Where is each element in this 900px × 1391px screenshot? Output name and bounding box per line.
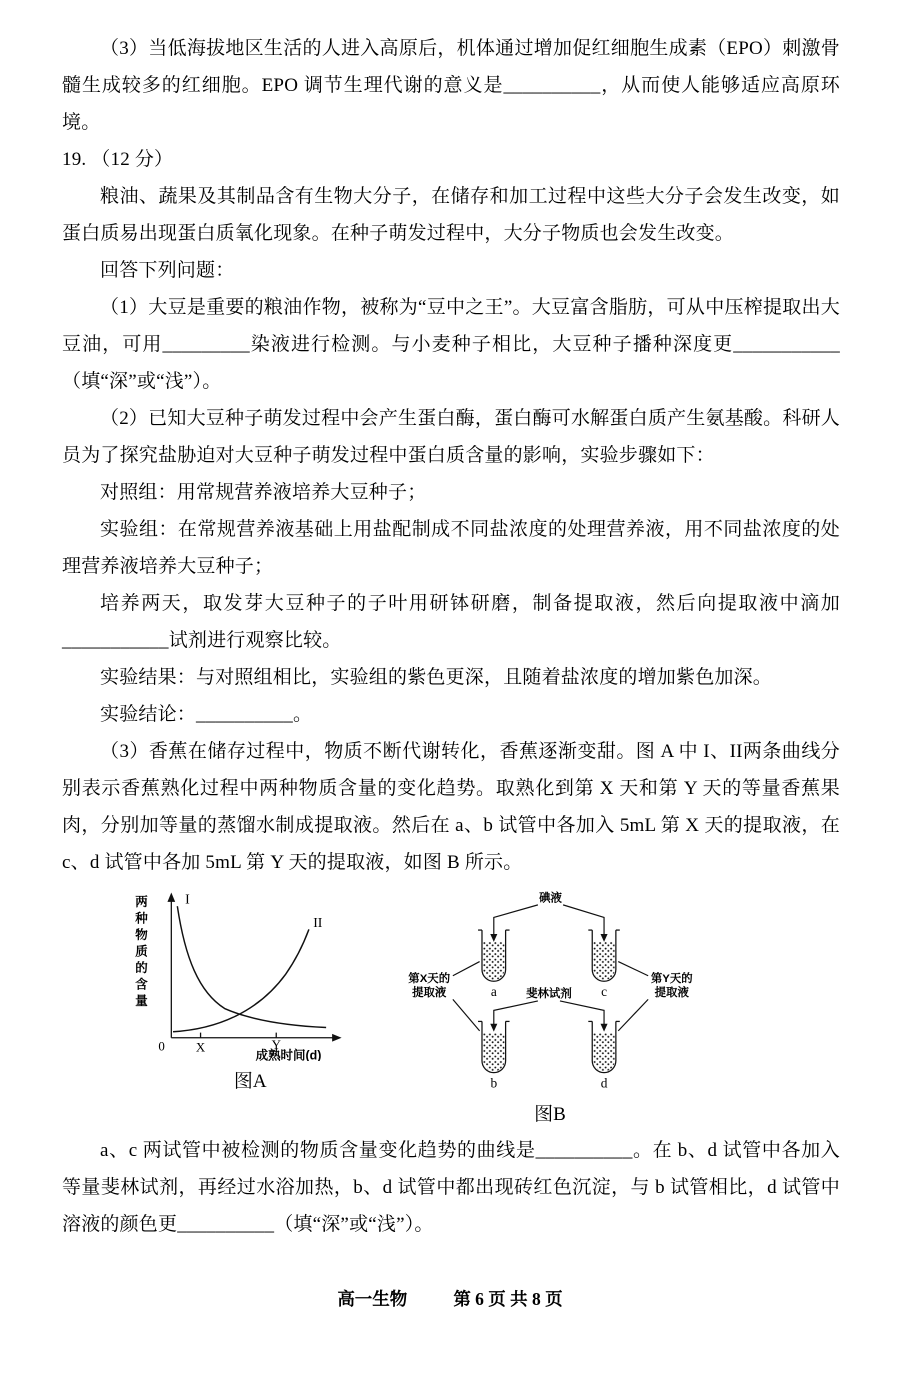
curve-i [177,906,326,1027]
paragraph-q19-sub3-question: a、c 两试管中被检测的物质含量变化趋势的曲线是__________。在 b、d 试管中各加入等量斐林试剂，再经过水浴加热，b、d 试管中都出现砖红色沉淀，与 b 试管相比，d 试管中溶液的颜色更__________（填“深”或“浅”）。 [62,1140,840,1235]
footer-page-info: 第 6 页 共 8 页 [453,1289,563,1309]
paragraph-q19-sub1: （1）大豆是重要的粮油作物，被称为“豆中之王”。大豆富含脂肪，可从中压榨提取出大豆油，可用_________染液进行检测。与小麦种子相比，大豆种子播种深度更___________（填“深”或“浅”）。 [62,297,840,392]
paragraph-q19-number: 19. （12 分） [62,149,174,170]
curve-i-label: I [184,891,190,907]
fehling-label: 斐林试剂 [525,988,572,1001]
iodine-label: 碘液 [538,892,562,905]
figure-a [134,889,347,1093]
tube-d-label: d [600,1075,607,1091]
paragraph-q19-experimental-group: 实验组：在常规营养液基础上用盐配制成不同盐浓度的处理营养液，用不同盐浓度的处理营养液培养大豆种子； [62,519,840,577]
tube-c-label: c [600,984,607,1000]
extract-y-line-to-d [618,999,648,1031]
paragraph-q19-answer-prompt: 回答下列问题： [100,260,235,281]
figure-b-caption: 图B [534,1104,566,1125]
paragraph-q19-result: 实验结果：与对照组相比，实验组的紫色更深，且随着盐浓度的增加紫色加深。 [100,667,773,688]
x-axis-arrow-icon [332,1034,341,1042]
curve-ii [173,929,309,1031]
extract-x-label-line1: 第X天的 [407,973,450,986]
paragraph-q19-procedure: 培养两天，取发芽大豆种子的子叶用研钵研磨，制备提取液，然后向提取液中滴加___________试剂进行观察比较。 [62,593,840,651]
extract-y-label-line2: 提取液 [654,987,689,1000]
chart-y-axis-label: 两种物质的含量 [133,895,148,1011]
x-axis-title: 成熟时间(d) [255,1048,321,1061]
fehling-arrow-to-b [490,1001,538,1032]
paragraph-q19-sub2: （2）已知大豆种子萌发过程中会产生蛋白酶，蛋白酶可水解蛋白质产生氨基酸。科研人员为了探究盐胁迫对大豆种子萌发过程中蛋白质含量的影响，实验步骤如下： [62,408,840,466]
figure-b [393,889,708,1126]
paragraph-q18-part3: （3）当低海拔地区生活的人进入高原后，机体通过增加促红细胞生成素（EPO）刺激骨髓生成较多的红细胞。EPO 调节生理代谢的意义是__________，从而使人能够适应高原环境。 [62,38,840,133]
tick-label-x: X [195,1040,205,1055]
test-tube-diagram [393,889,708,1094]
figure-a-caption: 图A [233,1071,267,1092]
extract-y-line-to-c [618,962,648,976]
origin-label: 0 [157,1039,165,1054]
figure-row [134,889,840,1126]
paragraph-q19-conclusion: 实验结论：__________。 [100,704,313,725]
tick-label-y: Y [271,1037,281,1052]
footer-subject: 高一生物 [337,1289,408,1309]
maturation-chart [147,889,347,1061]
paragraph-q19-intro: 粮油、蔬果及其制品含有生物大分子，在储存和加工过程中这些大分子会发生改变，如蛋白质易出现蛋白质氧化现象。在种子萌发过程中，大分子物质也会发生改变。 [62,186,840,244]
page-footer [0,1286,900,1311]
extract-x-line-to-b [452,999,479,1031]
fehling-arrow-to-d [559,1001,607,1032]
tube-b-label: b [489,1075,497,1091]
iodine-arrow-to-a [490,905,538,942]
tube-a-label: a [490,984,497,1000]
extract-x-line-to-a [452,962,479,976]
curve-ii-label: II [312,914,322,930]
extract-y-label-line1: 第Y天的 [650,973,693,986]
iodine-arrow-to-c [563,905,607,942]
figure-a-body [134,889,347,1061]
paragraph-q19-control-group: 对照组：用常规营养液培养大豆种子； [100,482,427,503]
y-axis-arrow-icon [167,892,175,901]
paragraph-q19-sub3: （3）香蕉在储存过程中，物质不断代谢转化，香蕉逐渐变甜。图 A 中 I、II两条曲线分别表示香蕉熟化过程中两种物质含量的变化趋势。取熟化到第 X 天和第 Y 天的等量香蕉果肉，分别加等量的蒸馏水制成提取液。然后在 a、b 试管中各加入 5mL 第 X 天的提取液，在 c、d 试管中各加 5mL 第 Y 天的提取液，如图 B 所示。 [62,741,840,873]
extract-x-label-line2: 提取液 [411,987,446,1000]
